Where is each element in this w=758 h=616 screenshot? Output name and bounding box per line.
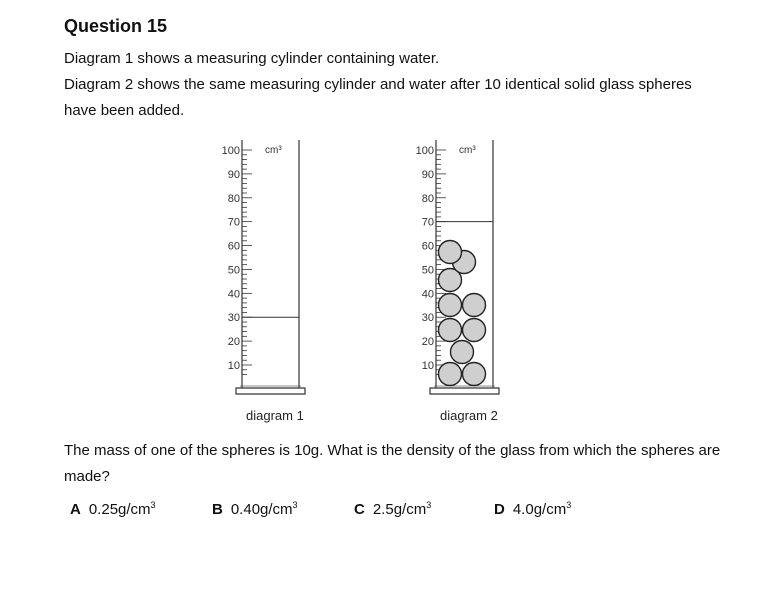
intro-line-2: Diagram 2 shows the same measuring cylinder and water after 10 identical solid glass spheres have been added. xyxy=(64,76,692,119)
scale-label: 90 xyxy=(227,168,240,181)
option-b[interactable]: B $0.40g/cm^3$ xyxy=(212,500,298,518)
scale-label: 20 xyxy=(227,336,240,349)
glass-sphere xyxy=(463,363,486,386)
scale-label: 60 xyxy=(227,240,240,253)
diagram-2-caption: diagram 2 xyxy=(440,408,498,423)
scale-label: 40 xyxy=(227,288,240,301)
option-c[interactable]: C $2.5g/cm^3$ xyxy=(354,500,432,518)
question-title: Question 15 xyxy=(64,16,168,36)
diagram-1-caption: diagram 1 xyxy=(246,408,304,423)
scale-label: 20 xyxy=(421,336,434,349)
glass-sphere xyxy=(439,241,462,264)
option-d[interactable]: D $4.0g/cm^3$ xyxy=(494,500,572,518)
scale-label: 60 xyxy=(421,240,434,253)
scale-label: 30 xyxy=(227,312,240,325)
scale-label: 90 xyxy=(421,168,434,181)
unit-label: cm³ xyxy=(459,145,476,156)
scale-label: 80 xyxy=(227,192,240,205)
scale-label: 50 xyxy=(227,264,240,277)
question-prompt: The mass of one of the spheres is 10g. What is the density of the glass from which the spheres are made? xyxy=(64,442,721,485)
glass-sphere xyxy=(463,294,486,317)
scale-label: 30 xyxy=(421,312,434,325)
cylinder-base xyxy=(236,388,305,394)
scale-label: 10 xyxy=(421,360,434,372)
scale-label: 100 xyxy=(415,145,434,157)
option-a[interactable]: A $0.25g/cm^3$ xyxy=(70,500,156,518)
scale-label: 70 xyxy=(421,216,434,229)
scale-label: 80 xyxy=(421,192,434,205)
scale-label: 40 xyxy=(421,288,434,301)
glass-sphere xyxy=(439,363,462,386)
diagram-2-cylinder xyxy=(416,140,499,394)
glass-sphere xyxy=(439,319,462,342)
intro-line-1: Diagram 1 shows a measuring cylinder containing water. xyxy=(64,50,440,67)
scale-label: 70 xyxy=(227,216,240,229)
glass-sphere xyxy=(451,341,474,364)
diagram-1-cylinder xyxy=(222,140,305,394)
glass-sphere xyxy=(439,294,462,317)
scale-label: 100 xyxy=(221,145,240,157)
cylinder-base xyxy=(430,388,499,394)
unit-label: cm³ xyxy=(265,145,282,156)
glass-sphere xyxy=(463,319,486,342)
scale-label: 50 xyxy=(421,264,434,277)
scale-label: 10 xyxy=(227,360,240,372)
